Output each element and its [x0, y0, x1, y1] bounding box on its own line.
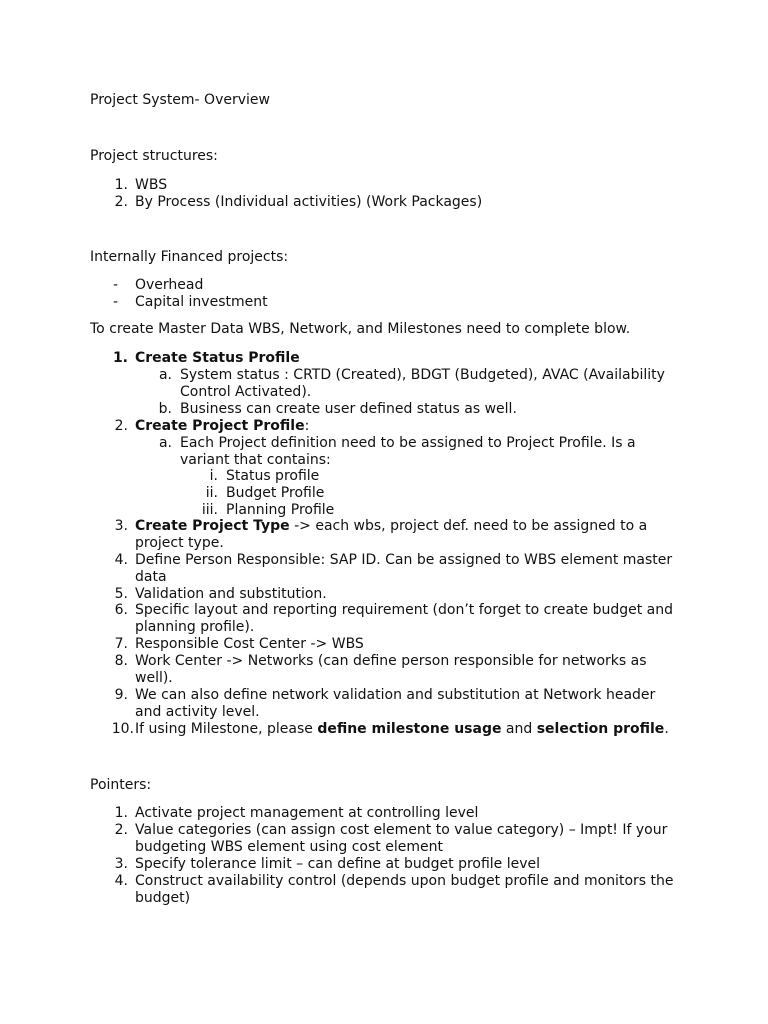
list-item: Responsible Cost Center -> WBS — [135, 636, 364, 652]
list-marker: 5. — [114, 586, 128, 602]
list-item-continuation: planning profile). — [135, 619, 255, 635]
list-marker: 9. — [114, 687, 128, 703]
page-title: Project System- Overview — [90, 92, 270, 108]
pointers-heading: Pointers: — [90, 777, 152, 793]
list-item — [135, 721, 669, 738]
roman-marker: ii. — [205, 485, 218, 501]
list-item: WBS — [135, 177, 168, 193]
sub-sub-item: Status profile — [226, 468, 320, 484]
bullet-dash: - — [113, 294, 119, 310]
list-item: Capital investment — [135, 294, 268, 310]
sub-marker: a. — [158, 435, 172, 451]
list-item-continuation: budgeting WBS element using cost element — [135, 839, 443, 855]
list-item-text: If using Milestone, please — [135, 721, 318, 737]
list-item-text: and — [501, 721, 537, 737]
list-marker: 1. — [112, 350, 128, 366]
list-marker: 4. — [114, 873, 128, 889]
list-item — [135, 418, 309, 435]
list-item: Activate project management at controlling level — [135, 805, 479, 821]
sub-marker: a. — [158, 367, 172, 383]
list-item — [135, 518, 647, 535]
list-item: Specify tolerance limit – can define at budget profile level — [135, 856, 541, 872]
list-marker: 3. — [114, 518, 128, 534]
list-item: We can also define network validation and substitution at Network header — [135, 687, 656, 703]
list-item: Validation and substitution. — [135, 586, 327, 602]
list-marker: 2. — [114, 418, 128, 434]
list-item-text: . — [664, 721, 669, 737]
emphasis-text: define milestone usage — [317, 721, 502, 737]
sub-sub-item: Budget Profile — [226, 485, 325, 501]
list-item-continuation: project type. — [135, 535, 224, 551]
list-item-text: -> each wbs, project def. need to be assigned to a — [289, 518, 648, 534]
list-item: By Process (Individual activities) (Work Packages) — [135, 194, 483, 210]
list-marker: 2. — [114, 194, 128, 210]
roman-marker: i. — [209, 468, 218, 484]
list-item: Overhead — [135, 277, 204, 293]
roman-marker: iii. — [201, 502, 218, 518]
list-item: Specific layout and reporting requirement (don’t forget to create budget and — [135, 602, 673, 618]
list-item-text: : — [304, 418, 310, 434]
list-item: Construct availability control (depends upon budget profile and monitors the — [135, 873, 674, 889]
sub-item: Business can create user defined status as well. — [180, 401, 517, 417]
bullet-dash: - — [113, 277, 119, 293]
list-marker: 10. — [111, 721, 134, 737]
list-marker: 7. — [114, 636, 128, 652]
list-item: Work Center -> Networks (can define person responsible for networks as — [135, 653, 647, 669]
list-marker: 6. — [114, 602, 128, 618]
sub-item: variant that contains: — [180, 452, 331, 468]
sub-item: Control Activated). — [180, 384, 312, 400]
list-marker: 1. — [114, 805, 128, 821]
sub-item: Each Project definition need to be assigned to Project Profile. Is a — [180, 435, 636, 451]
list-marker: 4. — [114, 552, 128, 568]
sub-item: System status : CRTD (Created), BDGT (Budgeted), AVAC (Availability — [180, 367, 665, 383]
list-item-continuation: well). — [135, 670, 173, 686]
list-item-heading: Create Project Profile — [135, 418, 305, 434]
emphasis-text: selection profile — [536, 721, 665, 737]
list-item-continuation: budget) — [135, 890, 191, 906]
list-item-continuation: and activity level. — [135, 704, 260, 720]
list-item-heading: Create Project Type — [135, 518, 290, 534]
list-marker: 8. — [114, 653, 128, 669]
financed-heading: Internally Financed projects: — [90, 249, 289, 265]
sub-marker: b. — [158, 401, 172, 417]
sub-sub-item: Planning Profile — [226, 502, 335, 518]
list-marker: 1. — [114, 177, 128, 193]
structures-heading: Project structures: — [90, 148, 218, 164]
list-marker: 3. — [114, 856, 128, 872]
list-item: Value categories (can assign cost element to value category) – Impt! If your — [135, 822, 668, 838]
list-item-continuation: data — [135, 569, 167, 585]
list-marker: 2. — [114, 822, 128, 838]
master-data-intro: To create Master Data WBS, Network, and Milestones need to complete blow. — [90, 321, 631, 337]
list-item: Define Person Responsible: SAP ID. Can be assigned to WBS element master — [135, 552, 673, 568]
list-item-heading: Create Status Profile — [135, 350, 300, 366]
